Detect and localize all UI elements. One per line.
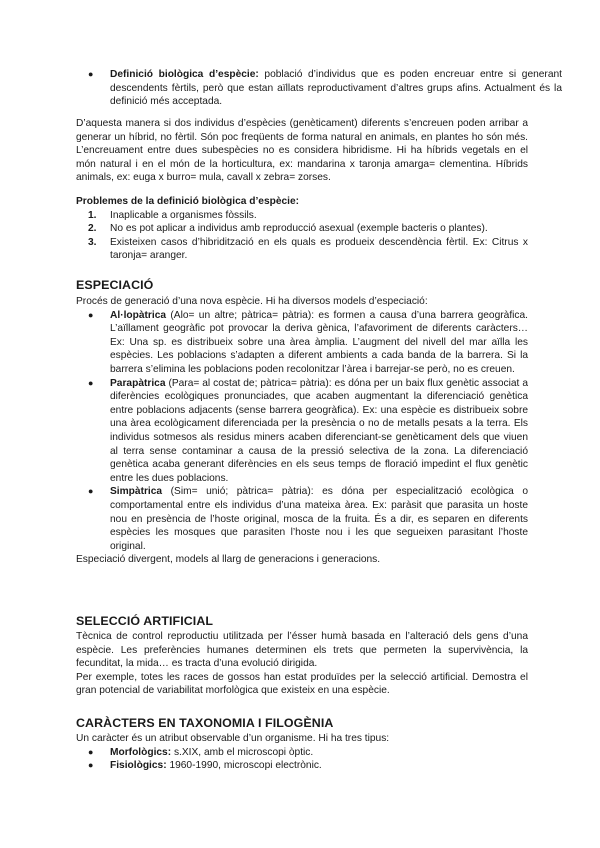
- model-term: Al·lopàtrica: [110, 309, 167, 321]
- speciation-section: [76, 295, 528, 567]
- bullet-dot: ●: [88, 746, 94, 757]
- item-number: 3.: [88, 236, 97, 248]
- definition-bullet: [76, 68, 562, 109]
- model-term: Parapàtrica: [110, 377, 166, 389]
- selection-paragraph-2: Per exemple, totes les races de gossos han estat produïdes per la selecció artificial. Demostra el gran potencial de variabilitat morfològica que existeix en una espècie.: [76, 671, 528, 697]
- character-paragraph: [110, 759, 528, 773]
- character-term: Fisiològics:: [110, 760, 167, 772]
- item-number: 1.: [88, 209, 97, 221]
- model-text: (Sim= unió; pàtrica= pàtria): es dóna per especialització ecològica o comportamental entre els individus d’una mateixa àrea. Ex: paràsit que parasita un hoste nou en presència de l’hoste original, mosca de la fruita. És a dir, es separen en diferents espècies les mosques que parasiten l’hoste nou i les que segueixen parasitant l’hoste original.: [110, 486, 528, 552]
- character-text: 1960-1990, microscopi electrònic.: [166, 760, 322, 772]
- characters-section: [76, 732, 528, 773]
- definition-term: Definició biològica d’espècie:: [110, 69, 259, 80]
- bullet-dot: ●: [88, 377, 94, 388]
- characters-heading: CARÀCTERS EN TAXONOMIA I FILOGÈNIA: [76, 716, 334, 730]
- speciation-outro: Especiació divergent, models al llarg de generacions i generacions.: [76, 554, 381, 566]
- selection-heading: SELECCIÓ ARTIFICIAL: [76, 614, 214, 628]
- model-text: (Para= al costat de; pàtrica= pàtria): es dóna per un baix flux genètic associat a diferències ecològiques pronunciades, que acaben augmentant la diferenciació genètica entre poblacions adjacents (sense barrera geogràfica). Ex: una espècie es distribueix sobre una àrea ecològicament diferenciada per la presència o no de metalls pesats a la terra. Els individus sotmesos als residus miners acaben diferenciant-se genèticament dels que viuen al terra sense contaminar a causa de la pressió selectiva de la zona. La diferenciació genètica acaba generant diferències en els seus temps de floració impedint el flux genètic entre les dues poblacions.: [110, 377, 528, 484]
- character-text: s.XIX, amb el microscopi òptic.: [171, 746, 314, 758]
- bullet-dot: ●: [88, 486, 94, 497]
- model-text: (Alo= un altre; pàtrica= pàtria): es formen a causa d’una barrera geogràfica. L’aïllament geogràfic pot provocar la deriva gènica, l’afavoriment de diferents caràcters… Ex: Una sp. es distribueix sobre una àrea àmplia. L’augment del nivell del mar aïlla les espècies. Les poblacions s’adapten a diferent ambients a cada banda de la barrera. Si la barrera s’elimina les poblacions poden recolonitzar l’àrea i barrejar-se però, no es creuen.: [110, 309, 528, 375]
- model-paragraph: [110, 309, 528, 377]
- speciation-heading: ESPECIACIÓ: [76, 278, 154, 292]
- character-bullet: [76, 746, 528, 760]
- item-text: Existeixen casos d’hibridització en els quals es produeix descendència fèrtil. Ex: Citrus x taronja= aranger.: [110, 236, 528, 262]
- model-paragraph: [110, 485, 528, 553]
- bullet-dot: ●: [88, 69, 94, 79]
- speciation-intro: Procés de generació d’una nova espècie. Hi ha diversos models d’especiació:: [76, 296, 428, 307]
- bullet-dot: ●: [88, 309, 94, 320]
- model-paragraph: [110, 377, 528, 486]
- character-paragraph: [110, 746, 528, 760]
- item-text: Inaplicable a organismes fòssils.: [110, 209, 257, 221]
- definition-text: població d’individus que es poden encreuar entre si generant descendents fèrtils, però que estan aïllats reproductivament d’altres grups afins. Actualment és la definició més acceptada.: [110, 69, 562, 108]
- list-item: [76, 209, 528, 223]
- selection-section: [76, 630, 528, 698]
- characters-intro: Un caràcter és un atribut observable d’un organisme. Hi ha tres tipus:: [76, 733, 390, 744]
- model-bullet: [76, 377, 528, 486]
- list-item: [76, 222, 528, 236]
- item-text: No es pot aplicar a individus amb reproducció asexual (exemple bacteris o plantes).: [110, 223, 488, 235]
- problems-section: [76, 195, 528, 263]
- character-term: Morfològics:: [110, 746, 172, 758]
- model-bullet: [76, 309, 528, 377]
- hybrid-paragraph: D’aquesta manera si dos individus d’espècies (genèticament) diferents s’encreuen poden arribar a generar un híbrid, no fèrtil. Són poc freqüents de forma natural en animals, en plantes ho són més. L’encreuament entre dues subespècies no es considera hibridisme. Hi ha híbrids vegetals en el món natural i en el món de la horticultura, ex: mandarina x taronja amarga= clementina. Híbrids animals, ex: euga x burro= mula, cavall x zebra= zorses.: [76, 118, 528, 184]
- model-bullet: [76, 485, 528, 553]
- definition-paragraph: [110, 68, 562, 109]
- selection-paragraph-1: Tècnica de control reproductiu utilitzada per l’ésser humà basada en l’alteració dels gens d’una espècie. Les preferències humanes determinen els trets que permeten la supervivència, la fecunditat, la mida… es tracta d’una evolució dirigida.: [76, 631, 528, 670]
- item-number: 2.: [88, 223, 97, 235]
- bullet-dot: ●: [88, 760, 94, 771]
- problems-title: Problemes de la definició biològica d’espècie:: [76, 196, 300, 207]
- model-term: Simpàtrica: [110, 486, 163, 498]
- hybrid-paragraph-block: [76, 117, 528, 185]
- list-item: [76, 236, 528, 263]
- character-bullet: [76, 759, 528, 773]
